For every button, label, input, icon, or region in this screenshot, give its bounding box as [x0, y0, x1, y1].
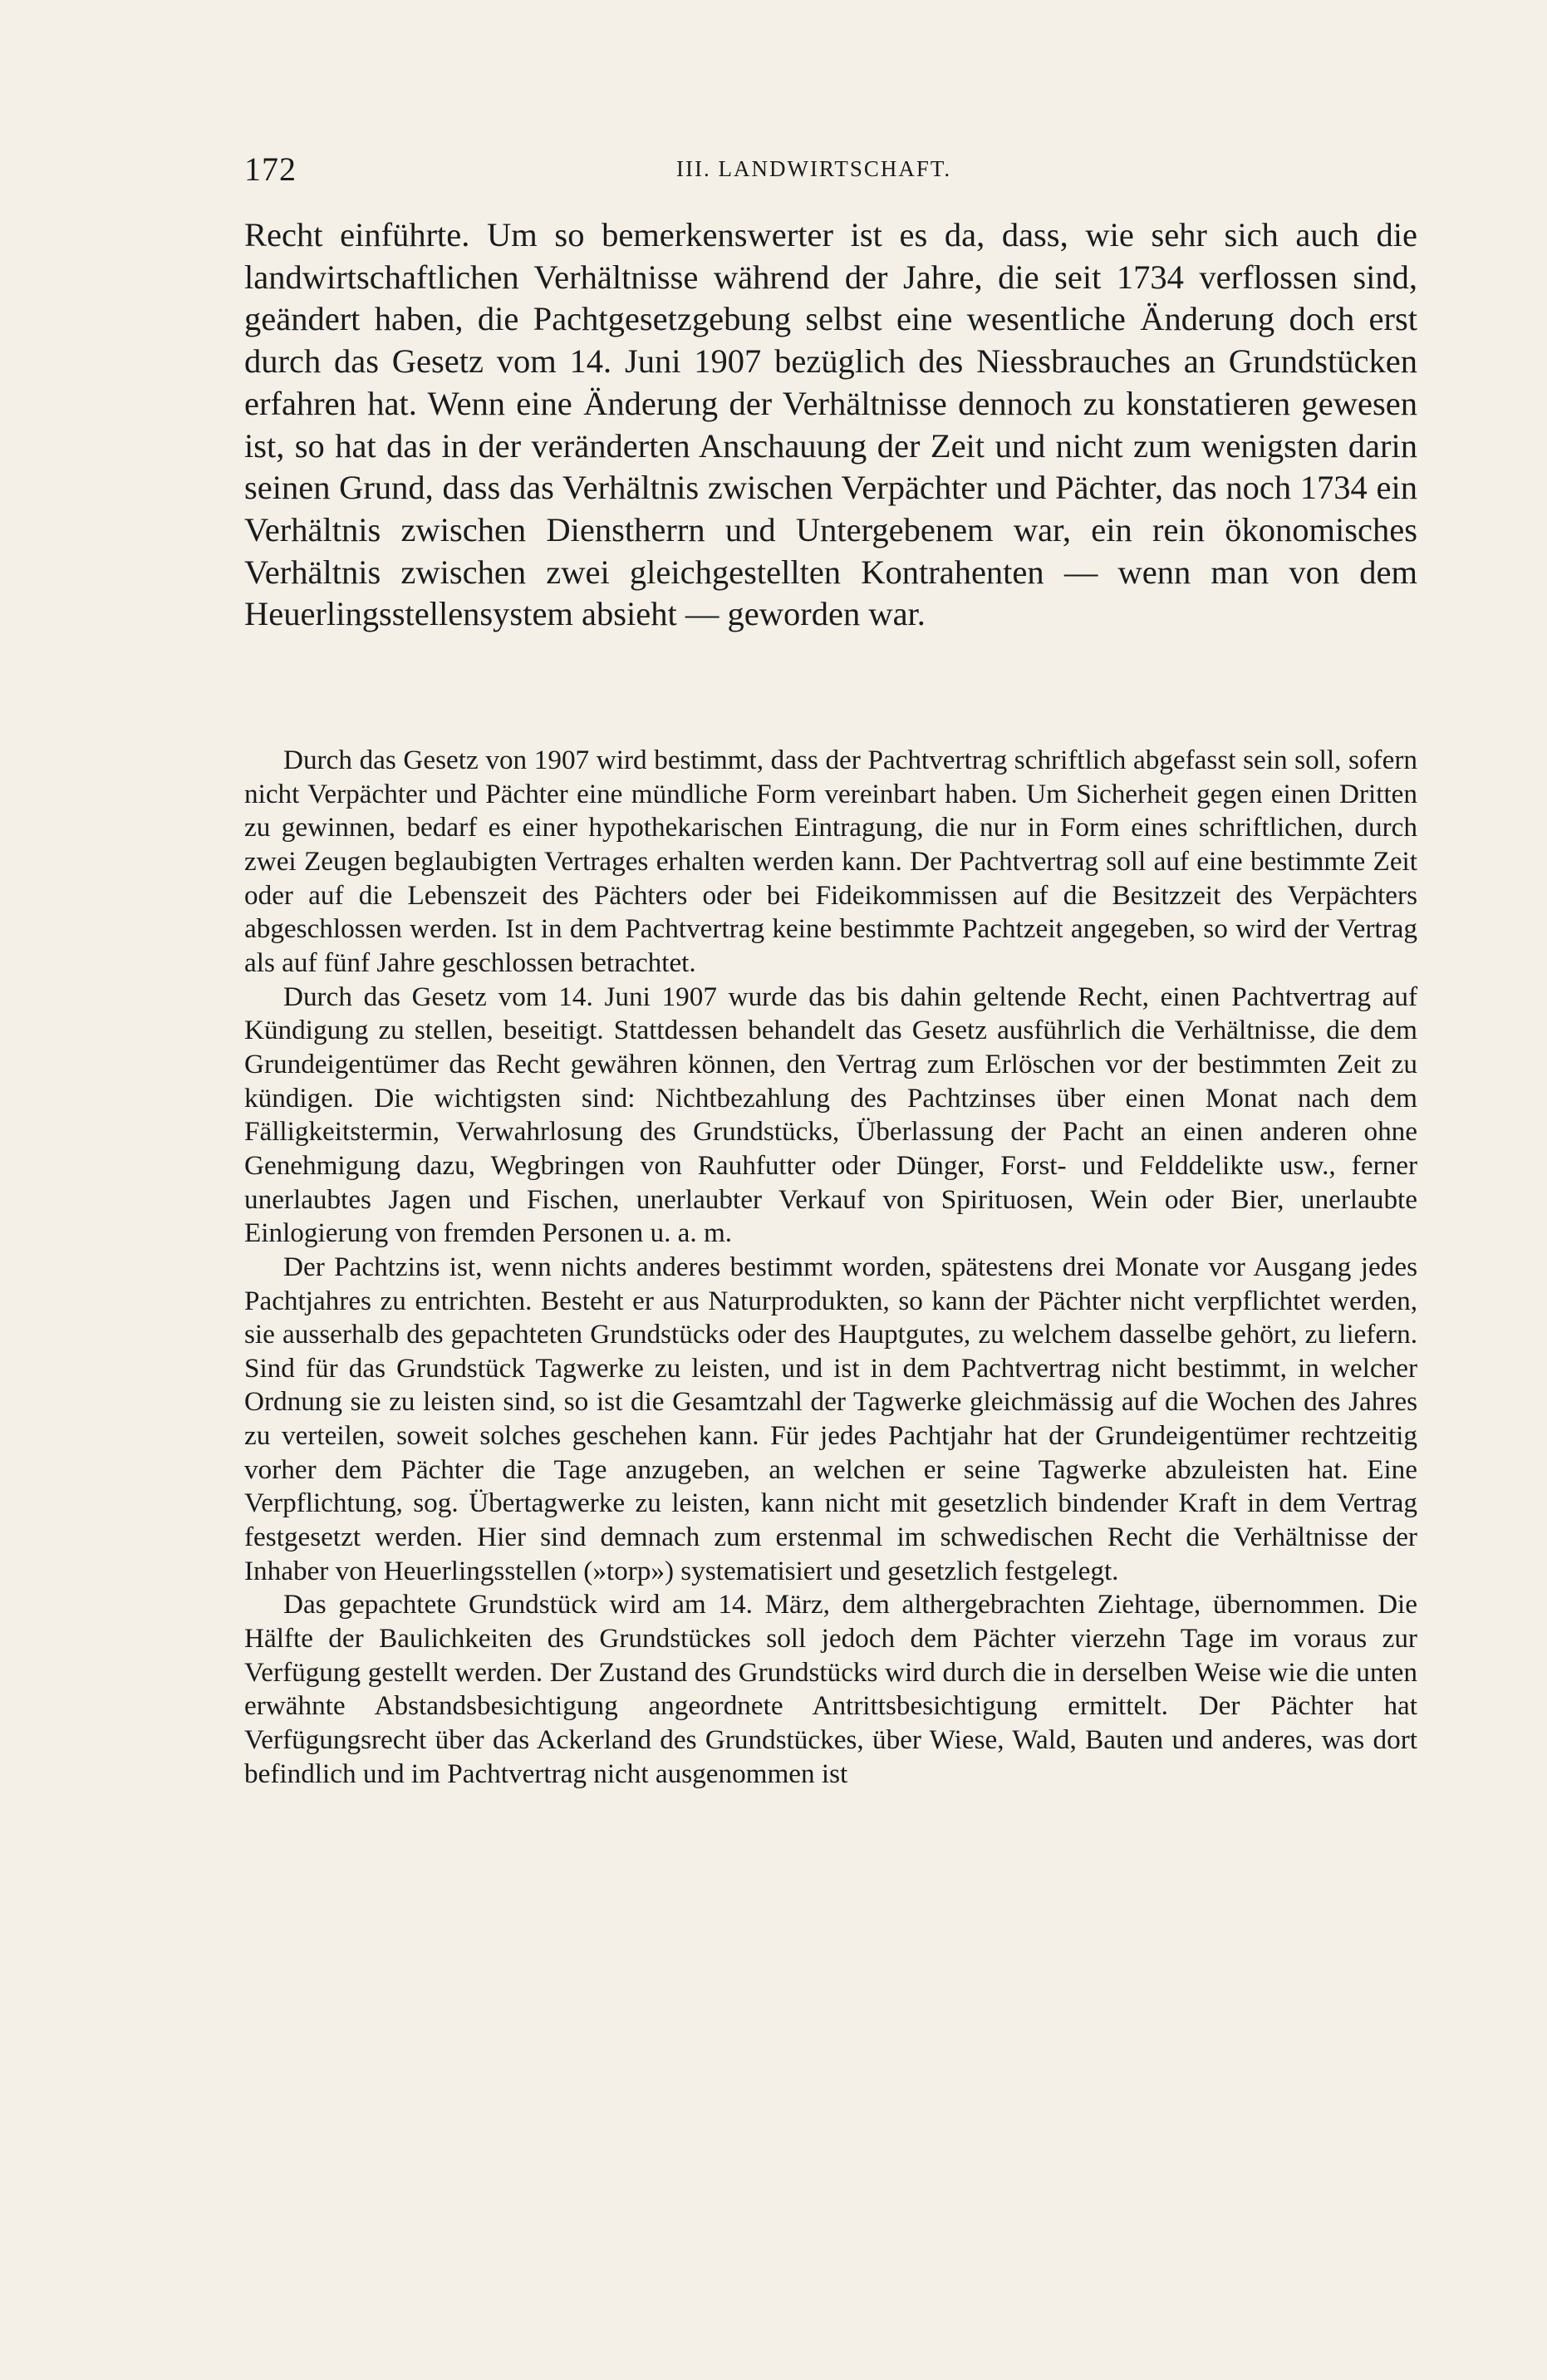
paragraph-small-2: Durch das Gesetz vom 14. Juni 1907 wurde das bis dahin geltende Recht, einen Pachtvertrag auf Kündigung zu stellen, beseitigt. Stattdessen behandelt das Gesetz ausführlich die Verhältnisse, die dem Grundeigentümer das Recht gewähren können, den Vertrag zum Erlöschen vor der bestimmten Zeit zu kündigen. Die wichtigsten sind: Nichtbezahlung des Pachtzinses über einen Monat nach dem Fälligkeitstermin, Verwahrlosung des Grundstücks, Überlassung der Pacht an einen anderen ohne Genehmigung dazu, Wegbringen von Rauhfutter oder Dünger, Forst- und Felddelikte usw., ferner unerlaubtes Jagen und Fischen, unerlaubter Verkauf von Spirituosen, Wein oder Bier, unerlaubte Einlogierung von fremden Personen u. a. m.: [244, 981, 1417, 1249]
running-head: III. LANDWIRTSCHAFT.: [676, 156, 952, 181]
paragraph-small-4: Das gepachtete Grundstück wird am 14. März, dem althergebrachten Ziehtage, übernommen. Die Hälfte der Baulichkeiten des Grundstückes soll jedoch dem Pächter vierzehn Tage im voraus zur Verfügung gestellt werden. Der Zustand des Grundstücks wird durch die in derselben Weise wie die unten erwähnte Abstandsbesichtigung angeordnete Antrittsbesichtigung ermittelt. Der Pächter hat Verfügungsrecht über das Ackerland des Grundstückes, über Wiese, Wald, Bauten und anderes, was dort befindlich und im Pachtvertrag nicht ausgenommen ist: [244, 1589, 1417, 1789]
page-header: [244, 150, 1417, 191]
body-small-text: [244, 744, 1417, 1791]
paragraph-small-3: Der Pachtzins ist, wenn nichts anderes bestimmt worden, spätestens drei Monate vor Ausgang jedes Pachtjahres zu entrichten. Besteht er aus Naturprodukten, so kann der Pächter nicht verpflichtet werden, sie ausserhalb des gepachteten Grundstücks oder des Hauptgutes, zu welchem dasselbe gehört, zu liefern. Sind für das Grundstück Tagwerke zu leisten, und ist in dem Pachtvertrag nicht bestimmt, in welcher Ordnung sie zu leisten sind, so ist die Gesamtzahl der Tagwerke gleichmässig auf die Wochen des Jahres zu verteilen, soweit solches geschehen kann. Für jedes Pachtjahr hat der Grundeigentümer rechtzeitig vorher dem Pächter die Tage anzugeben, an welchen er seine Tagwerke abzuleisten hat. Eine Verpflichtung, sog. Übertagwerke zu leisten, kann nicht mit gesetzlich bindender Kraft in dem Vertrag festgesetzt werden. Hier sind demnach zum erstenmal im schwedischen Recht die Verhältnisse der Inhaber von Heuerlingsstellen (»torp») systematisiert und gesetzlich festgelegt.: [244, 1251, 1417, 1586]
paragraph-large-1: Recht einführte. Um so bemerkenswerter ist es da, dass, wie sehr sich auch die landwirtschaftlichen Verhältnisse während der Jahre, die seit 1734 verflossen sind, geändert haben, die Pachtgesetzgebung selbst eine wesentliche Änderung doch erst durch das Gesetz vom 14. Juni 1907 bezüglich des Niessbrauches an Grundstücken erfahren hat. Wenn eine Änderung der Verhältnisse dennoch zu konstatieren gewesen ist, so hat das in der veränderten Anschauung der Zeit und nicht zum wenigsten darin seinen Grund, dass das Verhältnis zwischen Verpächter und Pächter, das noch 1734 ein Verhältnis zwischen Dienstherrn und Untergebenem war, ein rein ökonomisches Verhältnis zwischen zwei gleichgestellten Kontrahenten — wenn man von dem Heuerlingsstellensystem absieht — geworden war.: [244, 216, 1417, 633]
page-number: 172: [244, 150, 297, 188]
paragraph-small-1: Durch das Gesetz von 1907 wird bestimmt, dass der Pachtvertrag schriftlich abgefasst sein soll, sofern nicht Verpächter und Pächter eine mündliche Form vereinbart haben. Um Sicherheit gegen einen Dritten zu gewinnen, bedarf es einer hypothekarischen Eintragung, die nur in Form eines schriftlichen, durch zwei Zeugen beglaubigten Vertrages erhalten werden kann. Der Pachtvertrag soll auf eine bestimmte Zeit oder auf die Lebenszeit des Pächters oder bei Fideikommissen auf die Besitzzeit des Verpächters abgeschlossen werden. Ist in dem Pachtvertrag keine bestimmte Pachtzeit angegeben, so wird der Vertrag als auf fünf Jahre geschlossen betrachtet.: [244, 745, 1417, 978]
